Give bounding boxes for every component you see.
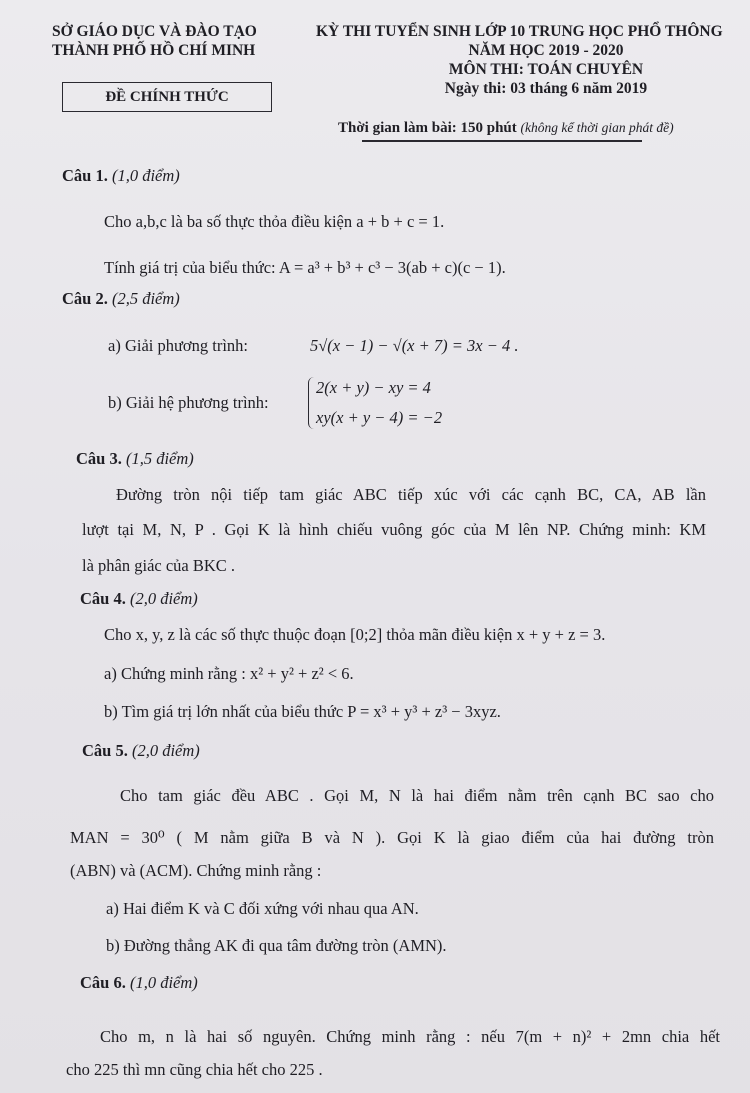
question-3-line-2: lượt tại M, N, P . Gọi K là hình chiếu vuông góc của M lên NP. Chứng minh: KM: [82, 520, 706, 539]
header-underline: [362, 140, 642, 142]
question-1-line-2: Tính giá trị của biểu thức: A = a³ + b³ + c³ − 3(ab + c)(c − 1).: [104, 258, 506, 277]
question-5a: a) Hai điểm K và C đối xứng với nhau qua AN.: [106, 899, 419, 918]
question-4a: a) Chứng minh rằng : x² + y² + z² < 6.: [104, 664, 354, 683]
question-5-line-2: MAN = 30⁰ ( M nằm giữa B và N ). Gọi K là giao điểm của hai đường tròn: [70, 828, 714, 847]
question-2a-label: a) Giải phương trình:: [108, 336, 249, 355]
question-2b-equation-2: xy(x + y − 4) = −2: [316, 408, 443, 427]
question-2-title: Câu 2. (2,5 điểm): [62, 289, 180, 308]
question-4-line-1: Cho x, y, z là các số thực thuộc đoạn [0;2] thỏa mãn điều kiện x + y + z = 3.: [104, 625, 606, 644]
school-year: NĂM HỌC 2019 - 2020: [468, 42, 624, 59]
question-2b-equation-1: 2(x + y) − xy = 4: [316, 378, 431, 397]
question-3-title: Câu 3. (1,5 điểm): [76, 449, 194, 468]
question-6-title: Câu 6. (1,0 điểm): [80, 973, 198, 992]
department-line-1: SỞ GIÁO DỤC VÀ ĐÀO TẠO: [52, 23, 257, 40]
question-4-title: Câu 4. (2,0 điểm): [80, 589, 198, 608]
question-3-line-1: Đường tròn nội tiếp tam giác ABC tiếp xúc với các cạnh BC, CA, AB lần: [116, 485, 706, 504]
department-line-2: THÀNH PHỐ HỒ CHÍ MINH: [52, 42, 256, 59]
question-5-line-1: Cho tam giác đều ABC . Gọi M, N là hai điểm nằm trên cạnh BC sao cho: [120, 786, 714, 805]
question-4b: b) Tìm giá trị lớn nhất của biểu thức P = x³ + y³ + z³ − 3xyz.: [104, 702, 501, 721]
department-block: [52, 22, 312, 60]
official-label: ĐỀ CHÍNH THỨC: [105, 88, 229, 105]
duration-note: (không kể thời gian phát đề): [520, 120, 674, 135]
question-6-line-2: cho 225 thì mn cũng chia hết cho 225 .: [66, 1060, 323, 1079]
duration: Thời gian làm bài: 150 phút: [338, 120, 517, 136]
question-5-title: Câu 5. (2,0 điểm): [82, 741, 200, 760]
exam-info-block: [316, 22, 736, 136]
exam-date: Ngày thi: 03 tháng 6 năm 2019: [444, 80, 648, 97]
question-6-line-1: Cho m, n là hai số nguyên. Chứng minh rằng : nếu 7(m + n)² + 2mn chia hết: [100, 1027, 720, 1046]
question-5b: b) Đường thẳng AK đi qua tâm đường tròn (AMN).: [106, 936, 447, 955]
subject: MÔN THI: TOÁN CHUYÊN: [448, 61, 644, 78]
exam-title: KỲ THI TUYỂN SINH LỚP 10 TRUNG HỌC PHỔ THÔNG: [316, 23, 723, 40]
duration-line: [338, 118, 674, 138]
question-1-line-1: Cho a,b,c là ba số thực thỏa điều kiện a + b + c = 1.: [104, 212, 445, 231]
question-2b-label: b) Giải hệ phương trình:: [108, 393, 269, 412]
official-stamp-box: [62, 82, 272, 112]
question-1-title: Câu 1. (1,0 điểm): [62, 166, 180, 185]
question-2a-equation: 5√(x − 1) − √(x + 7) = 3x − 4 .: [310, 336, 519, 355]
question-5-line-3: (ABN) và (ACM). Chứng minh rằng :: [70, 861, 322, 880]
question-3-line-3: là phân giác của BKC .: [82, 556, 236, 575]
